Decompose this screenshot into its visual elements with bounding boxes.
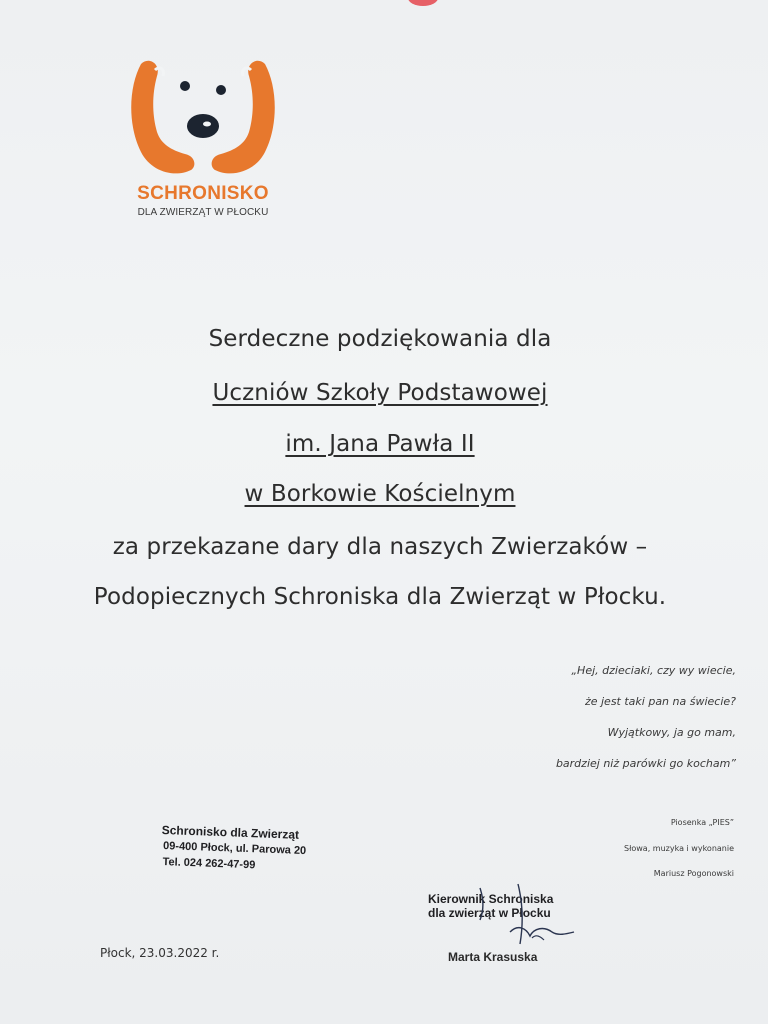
thanks-line-4: w Borkowie Kościelnym [244, 481, 516, 507]
logo-subtitle: DLA ZWIERZĄT W PŁOCKU [137, 207, 269, 218]
thanks-line-3: im. Jana Pawła II [285, 431, 475, 457]
thanks-line-6: Podopiecznych Schroniska dla Zwierząt w Płocku. [93, 584, 667, 610]
thanks-line-2: Uczniów Szkoły Podstawowej [212, 380, 548, 406]
signer-name: Marta Krasuska [448, 950, 538, 964]
manager-stamp-line-2: dla zwierząt w Płocku [428, 906, 551, 920]
logo-name: SCHRONISKO [137, 183, 269, 204]
thanks-line-5: za przekazane dary dla naszych Zwierzaków – [112, 534, 648, 560]
stamp-address: 09-400 Płock, ul. Parowa 20 [162, 840, 307, 858]
issue-date: Płock, 23.03.2022 r. [100, 946, 220, 960]
song-credit-line-3: Mariusz Pogonowski [653, 869, 734, 878]
quote-line-2: że jest taki pan na świecie? [584, 695, 736, 708]
shelter-logo [122, 56, 284, 226]
handwritten-signature-icon [440, 880, 590, 950]
shelter-address-stamp [160, 822, 362, 877]
stamp-name: Schronisko dla Zwierząt [161, 822, 300, 842]
song-credit-line-1: Piosenka „PIES” [670, 818, 734, 827]
song-credit-line-2: Słowa, muzyka i wykonanie [624, 844, 734, 853]
thanks-line-1: Serdeczne podziękowania dla [208, 326, 552, 352]
quote-line-1: „Hej, dzieciaki, czy wy wiecie, [571, 664, 736, 677]
quote-line-3: Wyjątkowy, ja go mam, [607, 726, 736, 739]
dog-face-hands-icon [127, 56, 279, 180]
stamp-phone: Tel. 024 262-47-99 [162, 856, 256, 872]
manager-stamp-line-1: Kierownik Schroniska [428, 892, 554, 906]
quote-line-4: bardziej niż parówki go kocham” [555, 757, 736, 770]
red-pin-mark [408, 0, 438, 6]
